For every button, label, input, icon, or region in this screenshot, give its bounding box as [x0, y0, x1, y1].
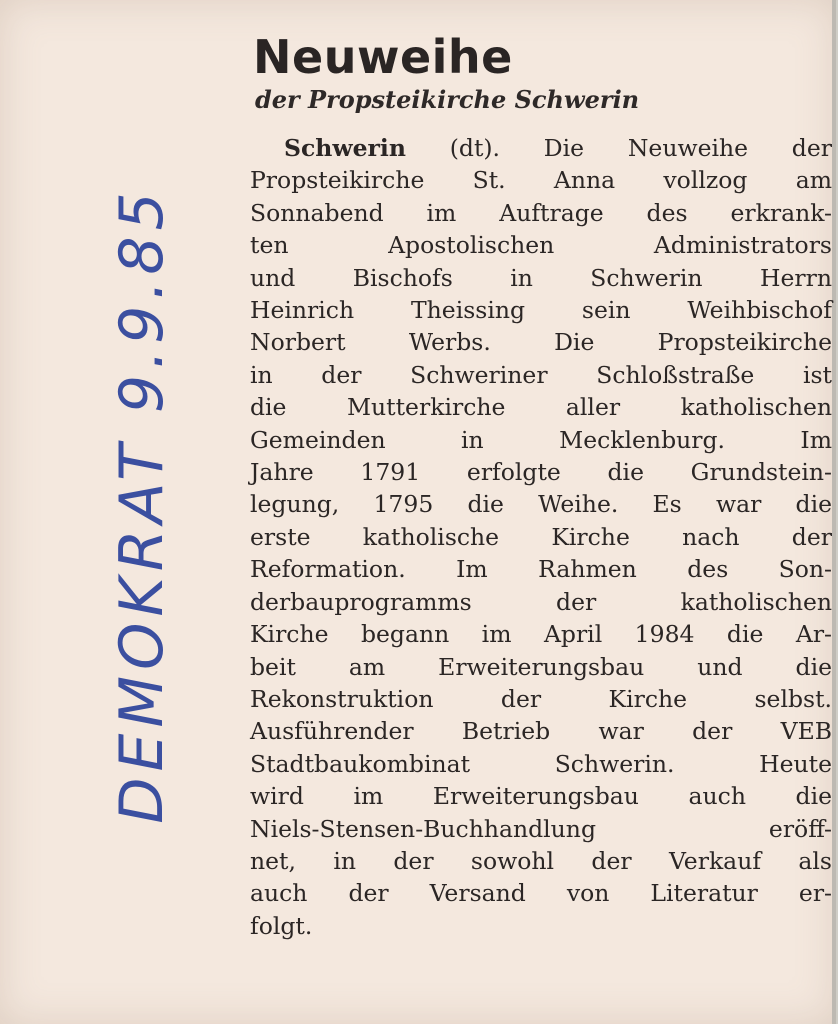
article-line: Niels-Stensen-Buchhandlung eröff- — [250, 814, 832, 843]
article-line: net, in der sowohl der Verkauf als — [250, 846, 832, 875]
article-line: und Bischofs in Schwerin Herrn — [250, 263, 832, 292]
article-line: Ausführender Betrieb war der VEB — [250, 717, 832, 746]
article-body — [250, 132, 832, 942]
article-line: auch der Versand von Literatur er- — [250, 879, 832, 908]
article-line: legung, 1795 die Weihe. Es war die — [250, 490, 832, 519]
article-line: Propsteikirche St. Anna vollzog am — [250, 166, 832, 195]
article-line: Gemeinden in Mecklenburg. Im — [250, 425, 832, 454]
article-line: Reformation. Im Rahmen des Son- — [250, 555, 832, 584]
article-line: wird im Erweiterungsbau auch die — [250, 782, 832, 811]
article-line: in der Schweriner Schloßstraße ist — [250, 360, 832, 389]
dateline: Schwerin — [284, 134, 406, 162]
article-line: derbauprogramms der katholischen — [250, 587, 832, 616]
article-line: ten Apostolischen Administrators — [250, 231, 832, 260]
article-line: Norbert Werbs. Die Propsteikirche — [250, 328, 832, 357]
article-line: Kirche begann im April 1984 die Ar- — [250, 620, 832, 649]
article-line: erste katholische Kirche nach der — [250, 522, 832, 551]
article-line: Stadtbaukombinat Schwerin. Heute — [250, 749, 832, 778]
subheadline: der Propsteikirche Schwerin — [255, 85, 640, 114]
article-line: Sonnabend im Auftrage des erkrank- — [250, 198, 832, 227]
article-line: Schwerin (dt). Die Neuweihe der — [284, 134, 832, 162]
scan-edge — [832, 0, 836, 1024]
article-line: die Mutterkirche aller katholischen — [250, 393, 832, 422]
headline: Neuweihe — [253, 30, 513, 84]
handwritten-note-text: DEMOKRAT 9.9.85 — [107, 186, 177, 824]
article-line: folgt. — [250, 911, 313, 940]
article-line: Jahre 1791 erfolgte die Grundstein- — [250, 458, 832, 487]
article-line: Rekonstruktion der Kirche selbst. — [250, 684, 832, 713]
article-line: Heinrich Theissing sein Weihbischof — [250, 296, 832, 325]
article-line: beit am Erweiterungsbau und die — [250, 652, 832, 681]
